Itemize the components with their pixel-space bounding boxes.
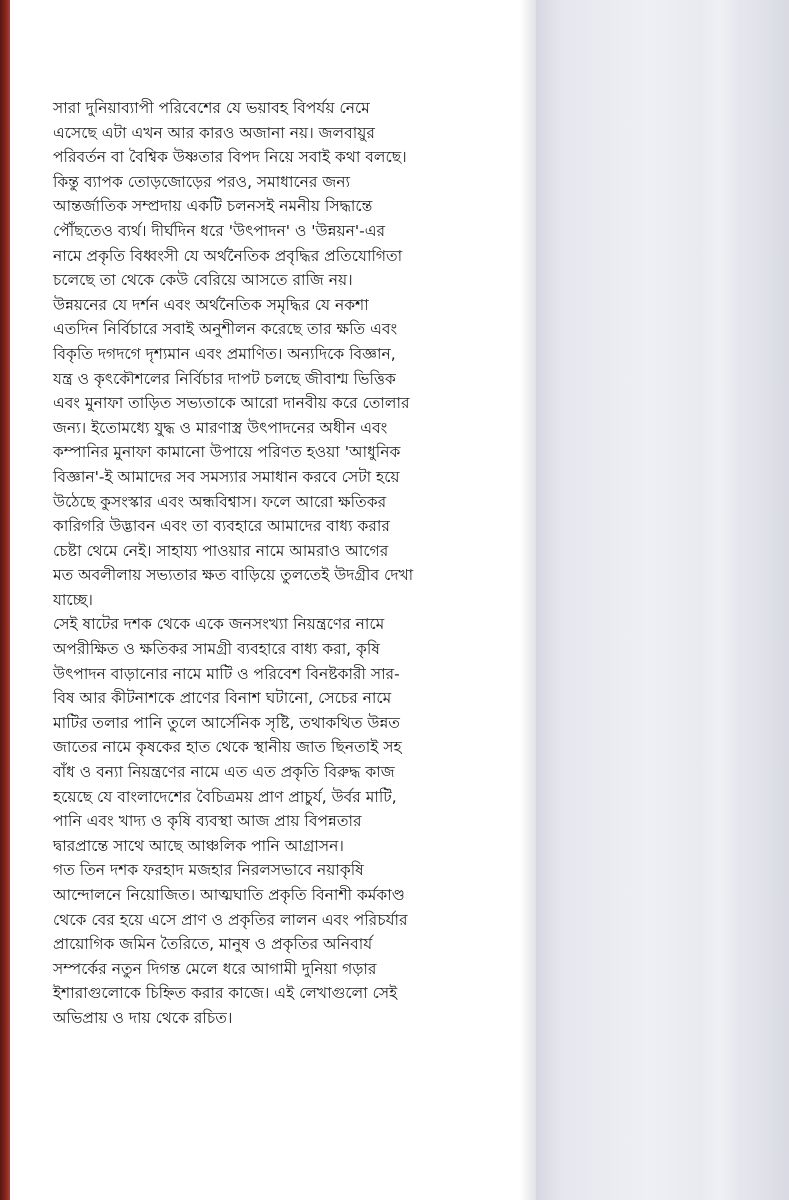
text-line: পৌঁছতেও ব্যর্থ। দীর্ঘদিন ধরে 'উৎপাদন' ও 'উন্নয়ন'-এর xyxy=(53,221,386,240)
text-line: যাচ্ছে। xyxy=(53,590,93,609)
text-line: কিন্তু ব্যাপক তোড়জোড়ের পরও, সমাধানের জন্য xyxy=(53,172,350,191)
text-line: আন্দোলনে নিয়োজিত। আত্মঘাতি প্রকৃতি বিনাশী কর্মকাণ্ড xyxy=(53,886,405,904)
text-line: এবং মুনাফা তাড়িত সভ্যতাকে আরো দানবীয় করে তোলার xyxy=(53,394,410,413)
cover-flap xyxy=(536,0,789,1200)
text-line: হয়েছে যে বাংলাদেশের বৈচিত্রময় প্রাণ প্রাচুর্য, উর্বর মাটি, xyxy=(53,787,397,806)
text-line: সেই ষাটের দশক থেকে একে জনসংখ্যা নিয়ন্ত্রণের নামে xyxy=(53,615,385,634)
text-line: ইশারাগুলোকে চিহ্নিত করার কাজে। এই লেখাগুলো সেই xyxy=(53,984,398,1003)
text-line: বিকৃতি দগদগে দৃশ্যমান এবং প্রমাণিত। অন্যদিকে বিজ্ঞান, xyxy=(53,344,396,363)
paragraph-2 xyxy=(53,612,523,858)
text-line: মাটির তলার পানি তুলে আর্সেনিক সৃষ্টি, তথাকথিত উন্নত xyxy=(53,713,400,732)
text-line: যন্ত্র ও কৃৎকৌশলের নির্বিচার দাপট চলছে জীবাশ্ম ভিত্তিক xyxy=(53,369,396,388)
text-line: উৎপাদন বাড়ানোর নামে মাটি ও পরিবেশ বিনষ্টকারী সার- xyxy=(53,664,400,683)
text-line: অভিপ্রায় ও দায় থেকে রচিত। xyxy=(53,1008,233,1027)
text-line: বিজ্ঞান'-ই আমাদের সব সমস্যার সমাধান করবে সেটা হয়ে xyxy=(53,467,400,486)
text-line: কম্পানির মুনাফা কামানো উপায়ে পরিণত হওয়া 'আধুনিক xyxy=(53,443,401,462)
text-line: আন্তর্জাতিক সম্প্রদায় একটি চলনসই নমনীয় সিদ্ধান্তে xyxy=(53,197,373,216)
text-line: জন্য। ইতোমধ্যে যুদ্ধ ও মারণাস্ত্র উৎপাদনের অধীন এবং xyxy=(53,418,388,437)
text-line: কারিগরি উদ্ভাবন এবং তা ব্যবহারে আমাদের বাধ্য করার xyxy=(53,517,390,536)
flap-highlight xyxy=(700,0,740,1200)
text-line: থেকে বের হয়ে এসে প্রাণ ও প্রকৃতির লালন এবং পরিচর্যার xyxy=(53,910,408,929)
text-line: নামে প্রকৃতি বিধ্বংসী যে অর্থনৈতিক প্রবৃদ্ধির প্রতিযোগিতা xyxy=(53,246,403,265)
text-line: বিষ আর কীটনাশকে প্রাণের বিনাশ ঘটানো, সেচের নামে xyxy=(53,689,392,708)
text-line: সম্পর্কের নতুন দিগন্ত মেলে ধরে আগামী দুনিয়া গড়ার xyxy=(53,959,377,978)
text-line: এসেছে এটা এখন আর কারও অজানা নয়। জলবায়ুর xyxy=(53,123,375,142)
text-line: চলেছে তা থেকে কেউ বেরিয়ে আসতে রাজি নয়। xyxy=(53,271,353,290)
text-line: সারা দুনিয়াব্যাপী পরিবেশের যে ভয়াবহ বিপর্যয় নেমে xyxy=(53,99,370,117)
text-line: চেষ্টা থেমে নেই। সাহায্য পাওয়ার নামে আমরাও আগের xyxy=(53,541,389,560)
text-line: উন্নয়নের যে দর্শন এবং অর্থনৈতিক সমৃদ্ধির যে নকশা xyxy=(53,295,369,314)
text-line: মত অবলীলায় সভ্যতার ক্ষত বাড়িয়ে তুলতেই উদগ্রীব দেখা xyxy=(53,566,414,585)
text-line: গত তিন দশক ফরহাদ মজহার নিরলসভাবে নয়াকৃষি xyxy=(53,861,364,880)
paragraph-3 xyxy=(53,858,523,1030)
book-spine-edge xyxy=(0,0,10,1200)
text-line: দ্বারপ্রান্তে সাথে আছে আঞ্চলিক পানি আগ্রাসন। xyxy=(53,836,344,855)
text-line: এতদিন নির্বিচারে সবাই অনুশীলন করেছে তার ক্ষতি এবং xyxy=(53,320,398,339)
text-line: জাতের নামে কৃষকের হাত থেকে স্থানীয় জাত ছিনতাই সহ xyxy=(53,738,402,757)
blurb-text xyxy=(53,96,523,1031)
paragraph-1 xyxy=(53,96,523,612)
text-line: উঠেছে কুসংস্কার এবং অন্ধবিশ্বাস। ফলে আরো ক্ষতিকর xyxy=(53,492,387,511)
text-line: বাঁধ ও বন্যা নিয়ন্ত্রণের নামে এত এত প্রকৃতি বিরুদ্ধ কাজ xyxy=(53,763,395,782)
text-line: অপরীক্ষিত ও ক্ষতিকর সামগ্রী ব্যবহারে বাধ্য করা, কৃষি xyxy=(53,640,380,659)
text-line: পানি এবং খাদ্য ও কৃষি ব্যবস্থা আজ প্রায় বিপন্নতার xyxy=(53,812,362,831)
text-line: পরিবর্তন বা বৈশ্বিক উষ্ণতার বিপদ নিয়ে সবাই কথা বলছে। xyxy=(53,148,407,167)
text-line: প্রায়োগিক জমিন তৈরিতে, মানুষ ও প্রকৃতির অনিবার্য xyxy=(53,935,373,954)
